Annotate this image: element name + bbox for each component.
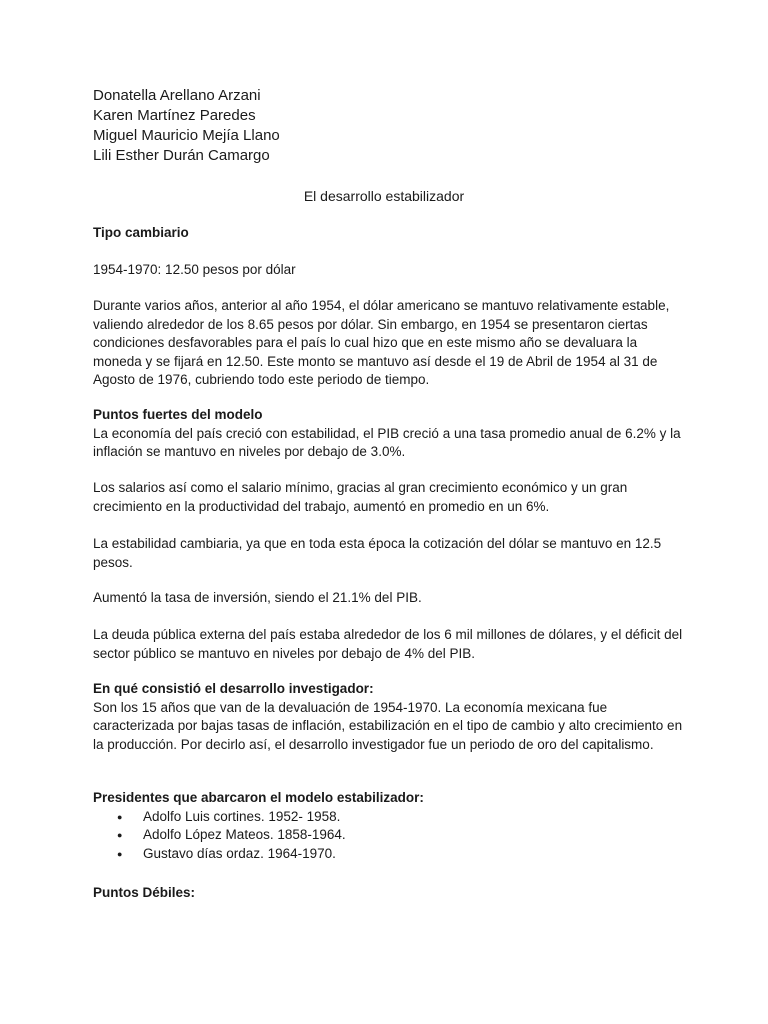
paragraph: Los salarios así como el salario mínimo, gracias al gran crecimiento económico y un gran crecimiento en la productividad del trabajo, aumentó en promedio en un 6%. bbox=[93, 480, 628, 514]
list-item-text: Adolfo Luis cortines. 1952- 1958. bbox=[143, 808, 341, 824]
section-heading: Tipo cambiario bbox=[93, 225, 189, 240]
puntos-fuertes-paragraph-2 bbox=[93, 479, 683, 516]
paragraph: La estabilidad cambiaria, ya que en toda esta época la cotización del dólar se mantuvo en 12.5 pesos. bbox=[93, 536, 662, 570]
document-title: El desarrollo estabilizador bbox=[303, 188, 465, 204]
section-heading: Puntos Débiles: bbox=[93, 885, 196, 900]
section-puntos-fuertes bbox=[93, 406, 683, 462]
paragraph: La deuda pública externa del país estaba alrededor de los 6 mil millones de dólares, y el déficit del sector público se mantuvo en niveles por debajo de 4% del PIB. bbox=[93, 627, 683, 661]
puntos-fuertes-paragraph-4 bbox=[93, 589, 683, 608]
author-list bbox=[93, 86, 280, 166]
exchange-rate-line bbox=[93, 261, 683, 280]
list-item bbox=[93, 845, 683, 864]
bullet-icon: ● bbox=[117, 848, 123, 859]
puntos-fuertes-paragraph-5 bbox=[93, 626, 683, 663]
paragraph: Aumentó la tasa de inversión, siendo el 21.1% del PIB. bbox=[93, 590, 422, 605]
section-presidentes bbox=[93, 789, 683, 863]
section-heading: Puntos fuertes del modelo bbox=[93, 407, 263, 422]
list-item-text: Adolfo López Mateos. 1858-1964. bbox=[143, 827, 346, 843]
presidents-list bbox=[93, 808, 683, 864]
paragraph: Son los 15 años que van de la devaluación de 1954-1970. La economía mexicana fue caracterizada por bajas tasas de inflación, estabilización en el tipo de cambio y alto crecimiento en la producción. Por decirlo así, el desarrollo investigador fue un periodo de oro del capitalismo. bbox=[93, 699, 683, 752]
section-tipo-cambiario bbox=[93, 224, 683, 243]
author-name: Lili Esther Durán Camargo bbox=[93, 147, 270, 164]
author-name: Miguel Mauricio Mejía Llano bbox=[93, 127, 280, 144]
exchange-rate-text: 1954-1970: 12.50 pesos por dólar bbox=[93, 262, 296, 277]
author-name: Donatella Arellano Arzani bbox=[93, 87, 261, 104]
list-item bbox=[93, 826, 683, 845]
section-puntos-debiles bbox=[93, 884, 683, 903]
bullet-icon: ● bbox=[117, 830, 123, 841]
list-item-text: Gustavo días ordaz. 1964-1970. bbox=[143, 845, 336, 861]
section-en-que-consistio bbox=[93, 680, 683, 754]
puntos-fuertes-paragraph-3 bbox=[93, 535, 683, 572]
list-item bbox=[93, 808, 683, 827]
bullet-icon: ● bbox=[117, 811, 123, 822]
section-heading: Presidentes que abarcaron el modelo estabilizador: bbox=[93, 790, 424, 805]
author-name: Karen Martínez Paredes bbox=[93, 107, 256, 124]
tipo-cambiario-paragraph-block bbox=[93, 297, 683, 390]
paragraph: Durante varios años, anterior al año 1954, el dólar americano se mantuvo relativamente estable, valiendo alrededor de los 8.65 pesos por dólar. Sin embargo, en 1954 se presentaron ciertas condiciones desfavorables para el país lo cual hizo que en este mismo año se devaluara la moneda y se fijará en 12.50. Este monto se mantuvo así desde el 19 de Abril de 1954 al 31 de Agosto de 1976, cubriendo todo este periodo de tiempo. bbox=[93, 298, 670, 388]
paragraph: La economía del país creció con estabilidad, el PIB creció a una tasa promedio anual de 6.2% y la inflación se mantuvo en niveles por debajo de 3.0%. bbox=[93, 425, 681, 460]
section-heading: En qué consistió el desarrollo investigador: bbox=[93, 681, 374, 696]
